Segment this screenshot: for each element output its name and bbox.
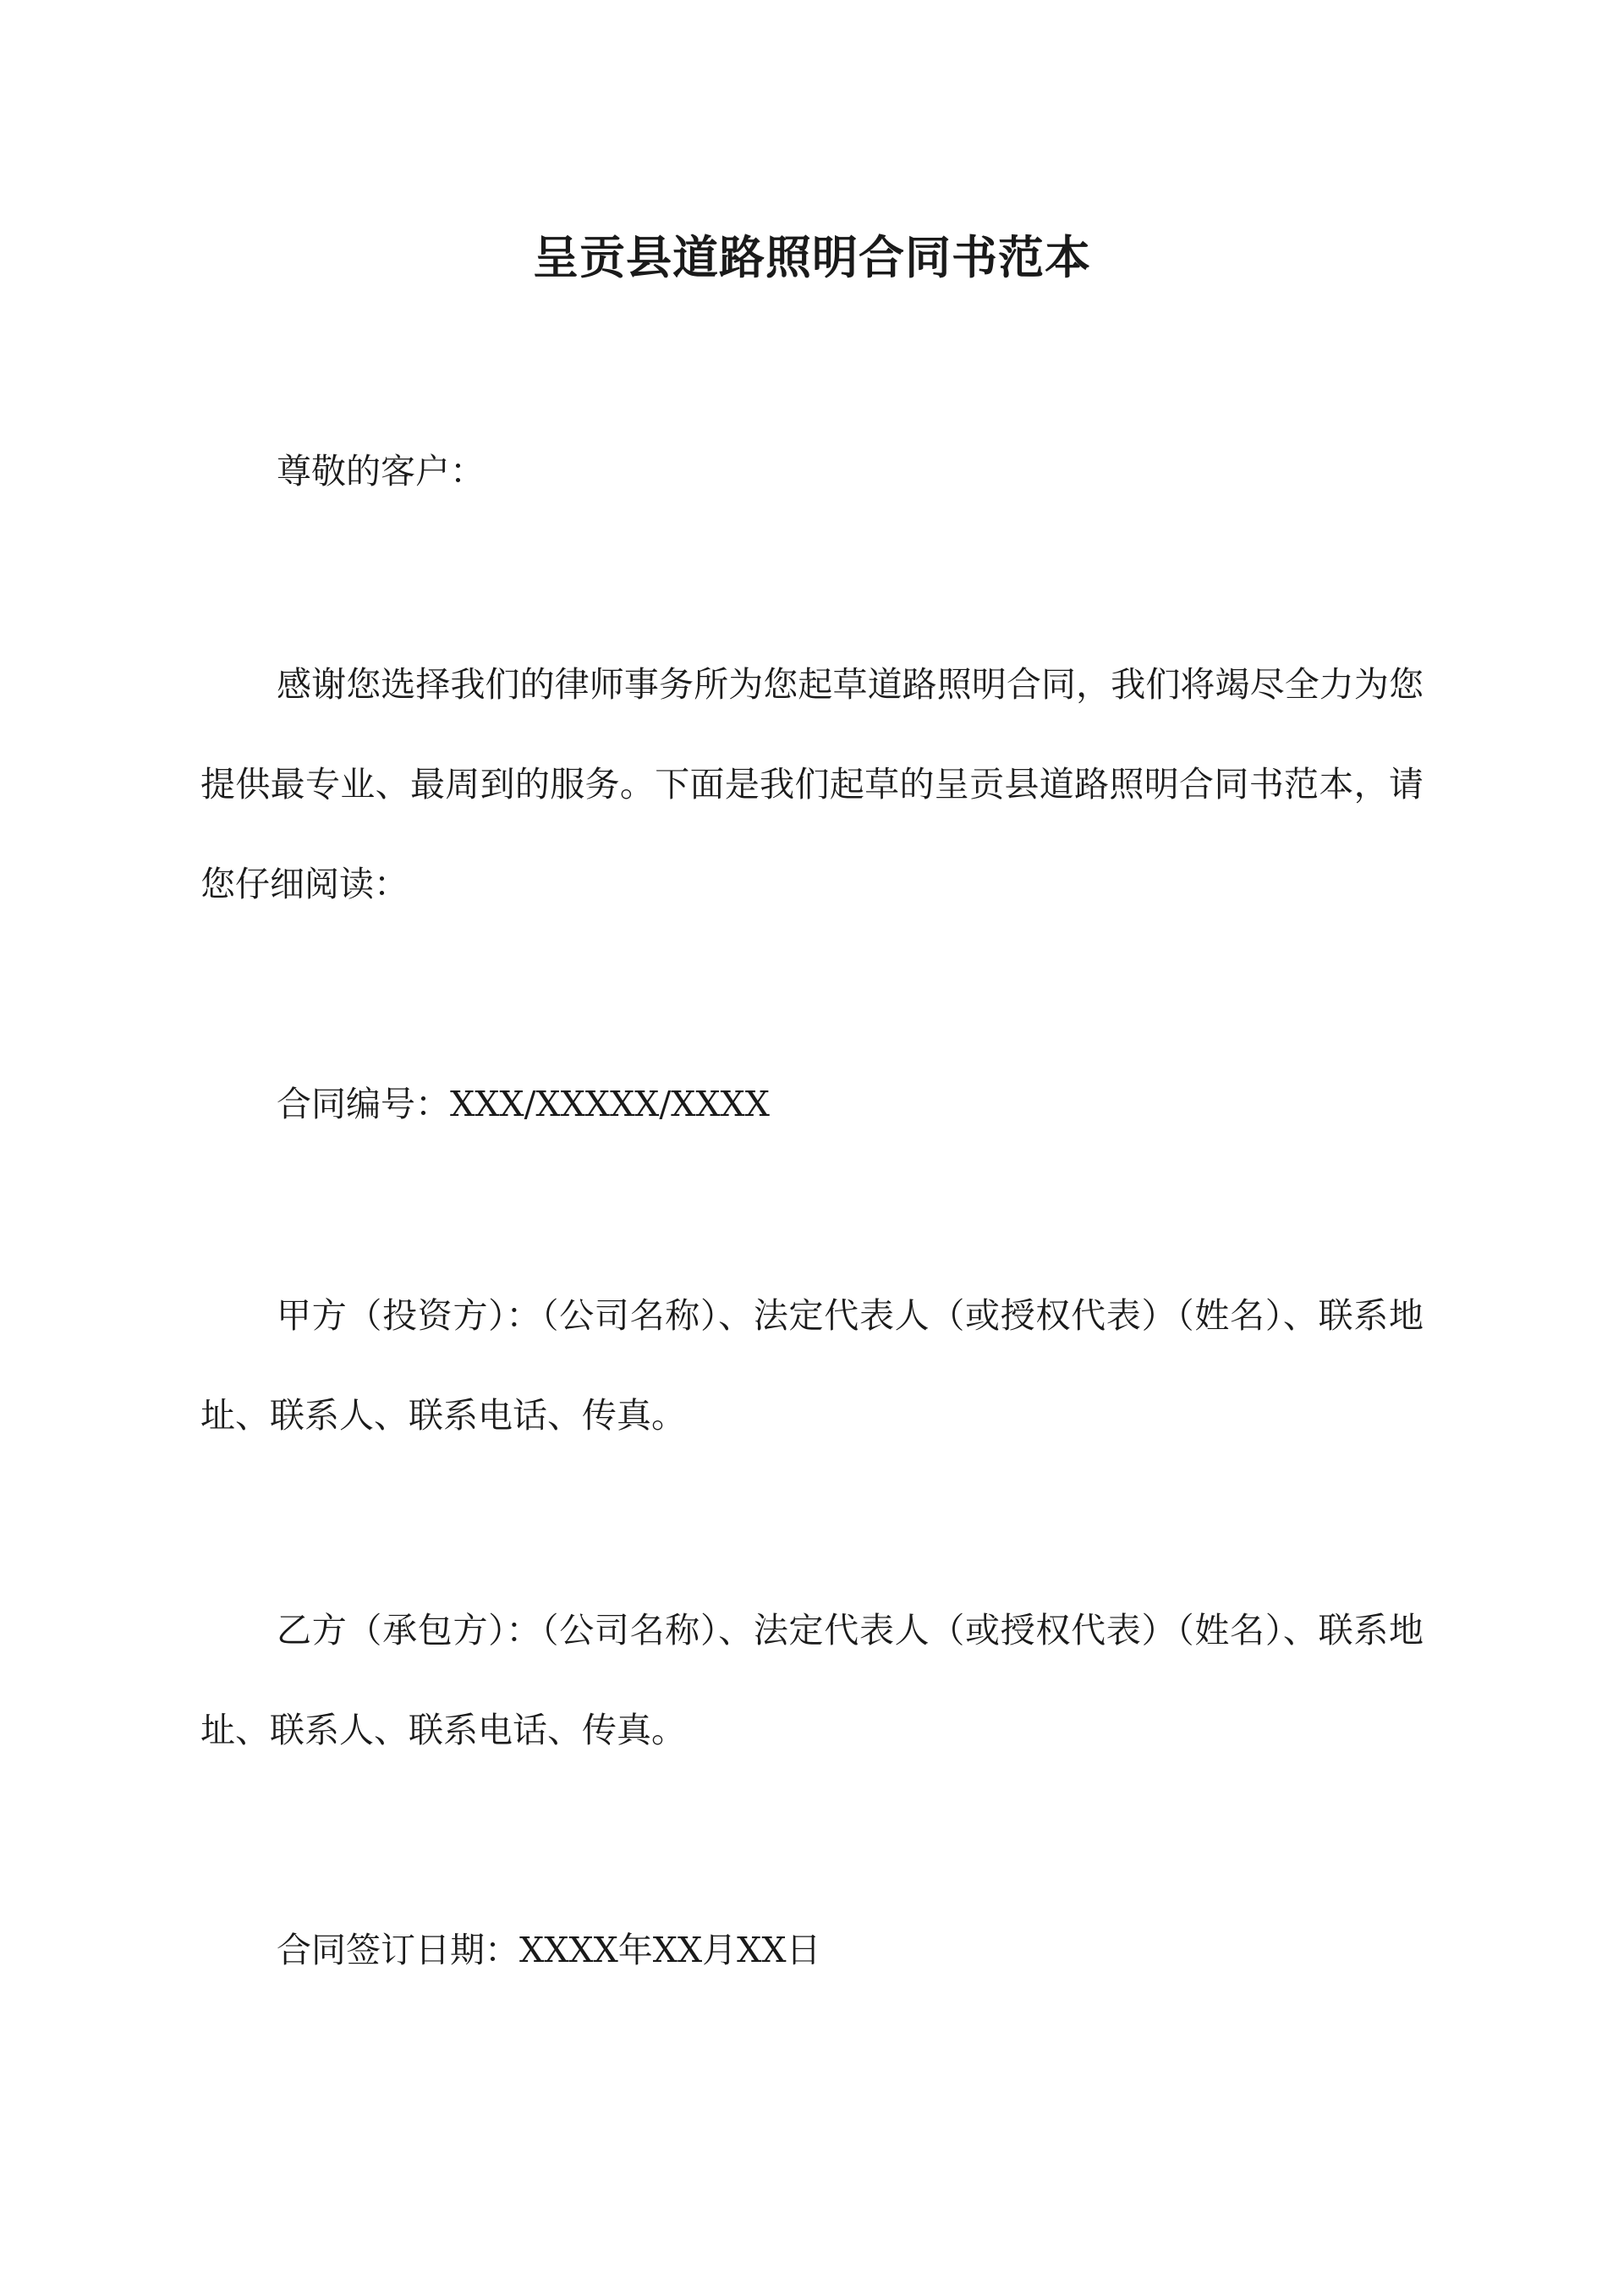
greeting-paragraph: 尊敬的客户：: [277, 451, 485, 492]
contract-number-paragraph: 合同编号：XXX/XXXXX/XXXX: [277, 1084, 770, 1124]
signing-date-paragraph: 合同签订日期：XXXX年XX月XX日: [277, 1930, 821, 1970]
intro-paragraph: 感谢您选择我们的律师事务所为您起草道路照明合同，我们将竭尽全力为您提供最专业、最周到的服务。下面是我们起草的呈贡县道路照明合同书范本，请您仔细阅读：: [200, 664, 1424, 904]
party-b-paragraph: 乙方（承包方）：（公司名称）、法定代表人（或授权代表）（姓名）、联系地址、联系人、联系电话、传真。: [200, 1610, 1424, 1750]
document-title: 呈贡县道路照明合同书范本: [533, 230, 1091, 285]
party-a-paragraph: 甲方（投资方）：（公司名称）、法定代表人（或授权代表）（姓名）、联系地址、联系人、联系电话、传真。: [200, 1295, 1424, 1436]
